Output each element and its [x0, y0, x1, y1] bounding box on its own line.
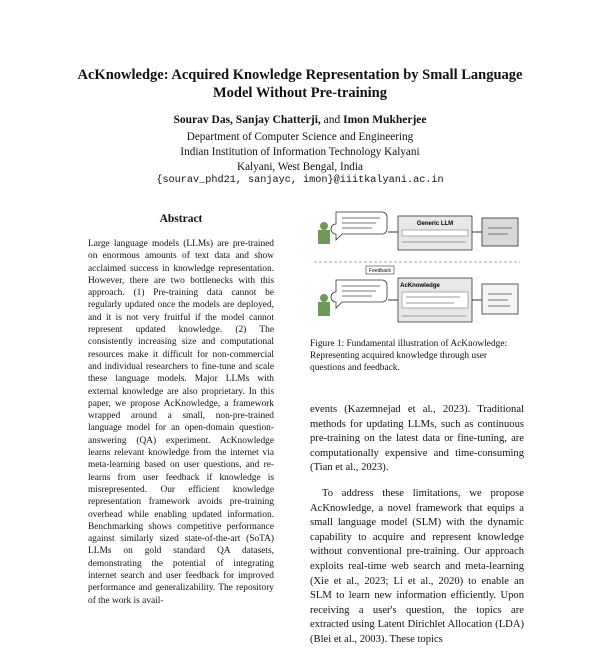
author-last: Imon Mukherjee: [343, 114, 427, 126]
figure-caption: Figure 1: Fundamental illustration of AcKnowledge: Representing acquired knowledge through user questions and feedback.: [310, 339, 508, 374]
question-bubble-bottom: [331, 280, 387, 308]
right-column-body: [310, 403, 524, 648]
title-line-1: AcKnowledge: Acquired Knowledge Representation by Small Language: [77, 67, 523, 83]
author-emails: {sourav_phd21, sanjayc, imon}@iiitkalyani.ac.in: [156, 175, 444, 186]
user-head-icon-2: [320, 294, 328, 302]
user-avatar-icon-2: [318, 302, 330, 316]
outdated-answer-box: [482, 218, 518, 246]
paper-title: [0, 66, 600, 102]
updated-answer-box: [482, 284, 518, 314]
abstract-heading: Abstract: [159, 213, 203, 225]
user-avatar-icon: [318, 230, 330, 244]
title-line-2: Model Without Pre-training: [213, 85, 387, 101]
body-paragraph-2: To address these limitations, we propose AcKnowledge, a novel framework that equips a small language model (SLM) with the dynamic capability to acquire and represent knowledge without conventional pre-training. Our approach exploits real-time web search and meta-learning (Xie et al., 2023; Li et al., 2020) to enable an SLM to learn new information efficiently. Upon receiving a user's question, the topics are extracted using Latent Dirichlet Allocation (LDA) (Blei et al., 2003). These topics: [310, 487, 524, 645]
body-paragraph-1: events (Kazemnejad et al., 2023). Traditional methods for updating LLMs, such as continuous pre-training on the latest data or fine-tuning, are computationally expensive and time-consuming (Tian et al., 2023).: [310, 404, 524, 474]
affiliation-institution: Indian Institution of Information Technology Kalyani: [180, 146, 420, 158]
generic-llm-label: Generic LLM: [416, 221, 454, 227]
author-and: and: [323, 114, 341, 126]
figure-1-diagram: [310, 204, 524, 330]
affiliation-department: Department of Computer Science and Engineering: [186, 131, 414, 143]
author-list: [0, 114, 600, 126]
affiliation-location: Kalyani, West Bengal, India: [237, 161, 363, 173]
user-head-icon: [320, 222, 328, 230]
acknowledge-label: AcKnowledge: [400, 283, 440, 289]
question-bubble-top: [331, 212, 387, 240]
feedback-label: Feedback: [369, 268, 391, 274]
abstract-body: Large language models (LLMs) are pre-trained on enormous amounts of text data and show acclaimed success in knowledge representation. However, there are two bottlenecks with this approach. (1) Pre-training data cannot be regularly updated once the models are deployed, and it is not very fruitful if the model cannot represent updated knowledge. (2) The consistently increasing size and computational resources make it difficult for non-commercial and individual researchers to fine-tune and scale these language models. Major LLMs with external knowledge are also proprietary. In this paper, we propose AcKnowledge, a framework wrapped around a small, non-pre-trained language model for an open-domain question-answering (QA) experiment. AcKnowledge learns relevant knowledge from the internet via meta-learning based on user questions, and re-learns from user feedback if knowledge is misrepresented. Our efficient knowledge representation framework avoids pre-training overhead while enabling updated information. Benchmarking shows competitive performance against similarly sized state-of-the-art (SoTA) LLMs on gold standard QA datasets, demonstrating the potential of integrating internet search and user feedback for improved performance and generalizability. The repository of the work is avail-: [88, 239, 274, 606]
author-names: Sourav Das, Sanjay Chatterji,: [173, 114, 321, 126]
